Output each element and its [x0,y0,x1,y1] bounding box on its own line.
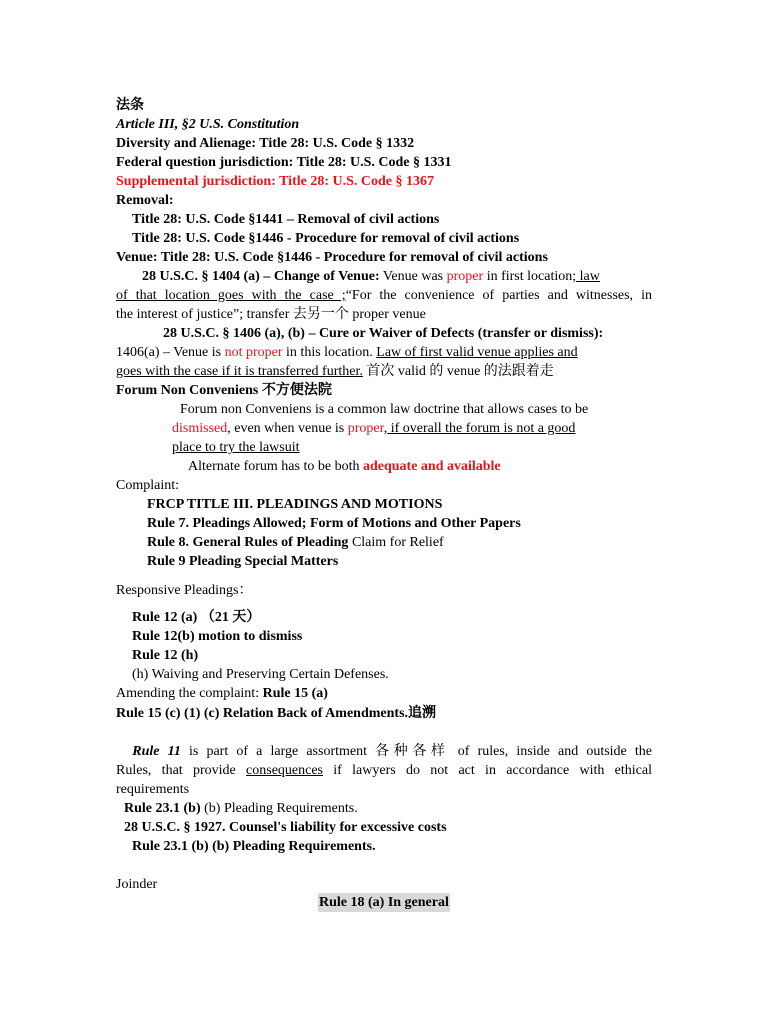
rule-7: Rule 7. Pleadings Allowed; Form of Motions and Other Papers [147,516,521,531]
line-removal: Removal: [116,193,174,208]
text: 1406(a) – Venue is [116,345,225,360]
rule-23-1-b-second: Rule 23.1 (b) (b) Pleading Requirements. [132,839,376,854]
text: Amending the complaint: [116,686,263,701]
proper-red: proper [446,269,484,284]
text: is part of a large assortment 各种各样 of rules, inside and outside the [180,744,653,759]
cure-line-1 [116,343,578,362]
text: Venue was [379,269,447,284]
rule-12a: Rule 12 (a) （21 天） [132,610,261,625]
rule-11-line-1 [116,742,652,761]
rule-8 [147,533,444,552]
venue-change-title: 28 U.S.C. § 1404 (a) – Change of Venue: [142,269,380,284]
text: , even when venue is [227,421,348,436]
underlined-text: consequences [246,763,323,778]
rule-18a-highlight: Rule 18 (a) In general [319,895,449,910]
line-diversity: Diversity and Alienage: Title 28: U.S. Code § 1332 [116,136,415,151]
line-venue: Venue: Title 28: U.S. Code §1446 - Procedure for removal of civil actions [116,250,548,265]
rule-12b: Rule 12(b) motion to dismiss [132,629,303,644]
underlined-text: Law of first valid venue applies and [376,345,578,360]
text: Rules, that provide [116,763,247,778]
rule-11-line-3: requirements [116,782,190,797]
underlined-text: law [576,269,600,284]
bold-text: Rule 8. General Rules of Pleading [147,535,349,550]
fnc-title: Forum Non Conveniens 不方便法院 [116,383,332,398]
venue-change-line-1 [142,267,600,286]
text: Alternate forum has to be both [188,459,363,474]
bold-text: Rule 15 (a) [262,686,328,701]
amending-complaint [116,684,328,703]
underlined-text: of that location goes with the case ; [116,288,346,303]
fnc-alt-forum [188,457,501,476]
proper-red: proper [347,421,384,436]
usc-1927: 28 U.S.C. § 1927. Counsel's liability for excessive costs [124,820,447,835]
text: in first location; [483,269,577,284]
rule-9: Rule 9 Pleading Special Matters [147,554,339,569]
line-federal-question: Federal question jurisdiction: Title 28: U.S. Code § 1331 [116,155,452,170]
rule-23-1-b-first [124,799,358,818]
line-supplemental: Supplemental jurisdiction: Title 28: U.S. Code § 1367 [116,174,435,189]
line-1441: Title 28: U.S. Code §1441 – Removal of civil actions [132,212,440,227]
responsive-label: Responsive Pleadings： [116,583,253,598]
text: in this location. [282,345,377,360]
text: “For the convenience of parties and witnesses, in [345,288,652,303]
line-1446: Title 28: U.S. Code §1446 - Procedure for removal of civil actions [132,231,520,246]
venue-change-line-3: the interest of justice”; transfer 去另一个 proper venue [116,307,426,322]
text: , [383,421,388,436]
text: (b) Pleading Requirements. [200,801,358,816]
heading-statutes: 法条 [116,98,144,113]
text: 首次 valid 的 venue 的法跟着走 [362,364,554,379]
fnc-line-3: place to try the lawsuit [172,440,300,455]
text: if lawyers do not act in accordance with ethical [323,763,652,778]
not-proper-red: not proper [224,345,283,360]
dismissed-red: dismissed [172,421,228,436]
bold-text: Rule 23.1 (b) [124,801,201,816]
adequate-available-red: adequate and available [362,459,501,474]
joinder-label: Joinder [116,877,158,892]
text: Claim for Relief [348,535,444,550]
rule-11-line-2 [116,761,652,780]
line-article-iii: Article III, §2 U.S. Constitution [116,117,300,132]
rule-12h: Rule 12 (h) [132,648,199,663]
rule-11-title: Rule 11 [132,744,181,759]
complaint-label: Complaint: [116,478,179,493]
waiving-defenses: (h) Waiving and Preserving Certain Defenses. [132,667,389,682]
frcp-title-iii: FRCP TITLE III. PLEADINGS AND MOTIONS [147,497,443,512]
fnc-line-1: Forum non Conveniens is a common law doctrine that allows cases to be [180,402,589,417]
cure-title: 28 U.S.C. § 1406 (a), (b) – Cure or Waiver of Defects (transfer or dismiss): [163,326,604,341]
underlined-text: if overall the forum is not a good [387,421,576,436]
fnc-line-2 [172,419,575,438]
underlined-text: goes with the case if it is transferred further. [116,364,363,379]
rule-15c: Rule 15 (c) (1) (c) Relation Back of Amendments.追溯 [116,706,437,721]
venue-change-line-2 [116,286,652,305]
cure-line-2 [116,362,554,381]
